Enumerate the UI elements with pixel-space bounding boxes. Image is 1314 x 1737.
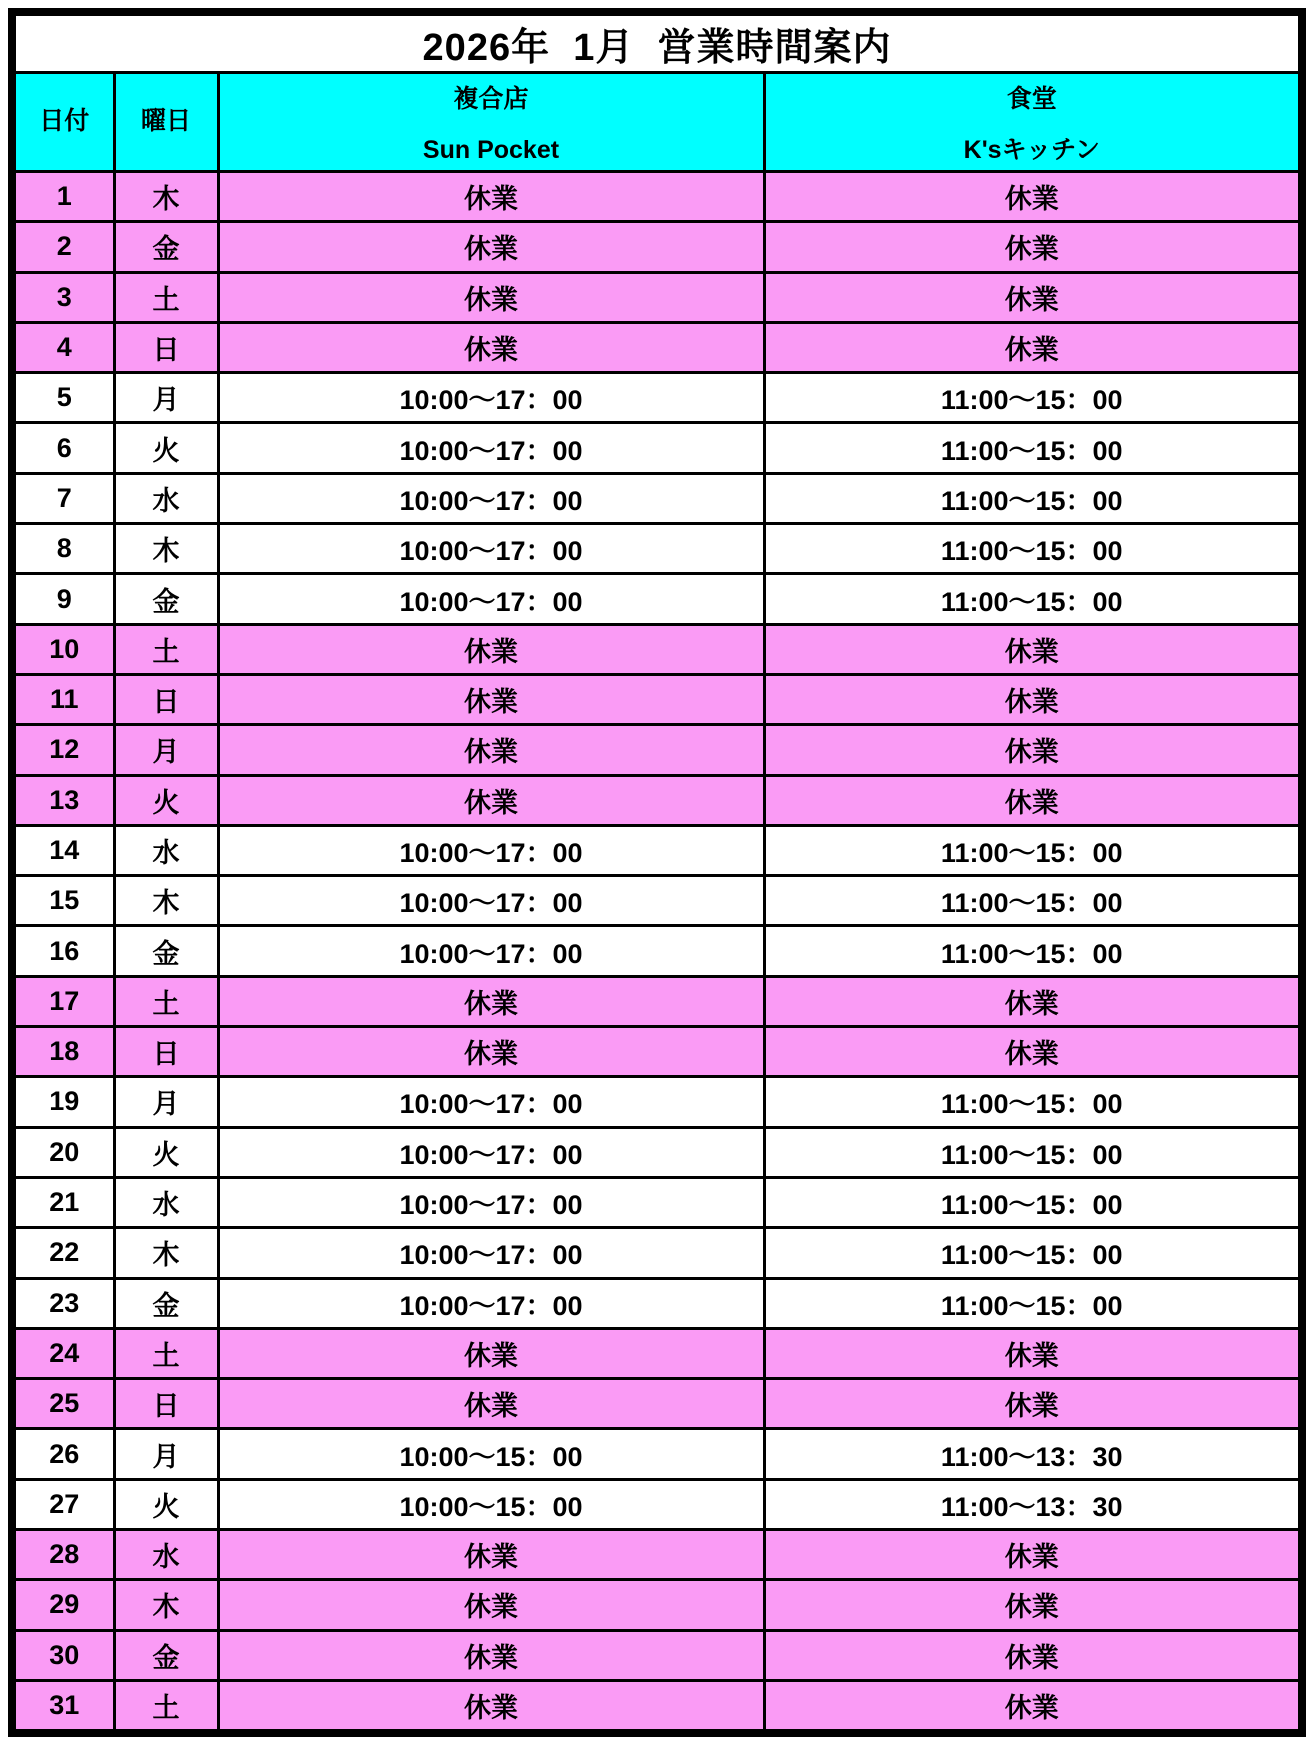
title-row <box>12 12 1302 73</box>
date-cell: 7 <box>12 473 114 523</box>
kitchen-hours-cell: 休業 <box>764 1630 1302 1680</box>
date-cell: 13 <box>12 775 114 825</box>
schedule-row <box>12 1479 1302 1529</box>
date-cell: 23 <box>12 1278 114 1328</box>
date-cell: 27 <box>12 1479 114 1529</box>
date-cell: 10 <box>12 624 114 674</box>
kitchen-hours-cell: 休業 <box>764 1580 1302 1630</box>
day-cell: 日 <box>114 674 218 724</box>
business-hours-table <box>8 8 1306 1737</box>
shop-hours-cell: 10:00～15：00 <box>218 1429 764 1479</box>
day-cell: 水 <box>114 825 218 875</box>
date-cell: 11 <box>12 674 114 724</box>
shop-hours-cell: 10:00～17：00 <box>218 574 764 624</box>
shop-hours-cell: 休業 <box>218 624 764 674</box>
schedule-row <box>12 1530 1302 1580</box>
schedule-row <box>12 1630 1302 1680</box>
schedule-row <box>12 1580 1302 1630</box>
schedule-row <box>12 1077 1302 1127</box>
date-cell: 19 <box>12 1077 114 1127</box>
schedule-row <box>12 423 1302 473</box>
date-cell: 26 <box>12 1429 114 1479</box>
page-title: 2026年 1月 営業時間案内 <box>12 12 1302 73</box>
kitchen-hours-cell: 休業 <box>764 1328 1302 1378</box>
kitchen-hours-cell: 休業 <box>764 775 1302 825</box>
shop-hours-cell: 休業 <box>218 674 764 724</box>
schedule-row <box>12 574 1302 624</box>
day-cell: 水 <box>114 473 218 523</box>
shop-hours-cell: 休業 <box>218 1580 764 1630</box>
date-cell: 3 <box>12 272 114 322</box>
kitchen-hours-cell: 休業 <box>764 222 1302 272</box>
shop-hours-cell: 10:00～17：00 <box>218 473 764 523</box>
shop-hours-cell: 休業 <box>218 1680 764 1733</box>
kitchen-hours-cell: 11:00～15：00 <box>764 373 1302 423</box>
kitchen-hours-cell: 11:00～15：00 <box>764 423 1302 473</box>
schedule-row <box>12 876 1302 926</box>
kitchen-hours-cell: 11:00～15：00 <box>764 524 1302 574</box>
shop-hours-cell: 10:00～17：00 <box>218 1127 764 1177</box>
shop-hours-cell: 10:00～17：00 <box>218 1077 764 1127</box>
day-cell: 日 <box>114 322 218 372</box>
date-cell: 1 <box>12 172 114 222</box>
kitchen-hours-cell: 休業 <box>764 674 1302 724</box>
kitchen-hours-cell: 休業 <box>764 172 1302 222</box>
kitchen-hours-cell: 11:00～15：00 <box>764 1177 1302 1227</box>
schedule-row <box>12 624 1302 674</box>
kitchen-hours-cell: 11:00～13：30 <box>764 1429 1302 1479</box>
day-cell: 金 <box>114 1630 218 1680</box>
schedule-row <box>12 976 1302 1026</box>
kitchen-hours-cell: 11:00～15：00 <box>764 1228 1302 1278</box>
shop-hours-cell: 休業 <box>218 1379 764 1429</box>
date-cell: 24 <box>12 1328 114 1378</box>
kitchen-hours-cell: 11:00～15：00 <box>764 1278 1302 1328</box>
kitchen-hours-cell: 休業 <box>764 272 1302 322</box>
day-cell: 土 <box>114 1328 218 1378</box>
date-cell: 20 <box>12 1127 114 1177</box>
schedule-row <box>12 272 1302 322</box>
date-cell: 12 <box>12 725 114 775</box>
kitchen-hours-cell: 11:00～15：00 <box>764 825 1302 875</box>
date-cell: 16 <box>12 926 114 976</box>
shop-name-label: Sun Pocket <box>422 135 560 164</box>
schedule-row <box>12 1429 1302 1479</box>
shop-type-label: 複合店 <box>453 85 529 113</box>
shop-hours-cell: 休業 <box>218 1530 764 1580</box>
day-cell: 火 <box>114 1479 218 1529</box>
header-day-column: 曜日 <box>114 73 218 172</box>
day-cell: 土 <box>114 624 218 674</box>
day-cell: 金 <box>114 222 218 272</box>
shop-hours-cell: 10:00～17：00 <box>218 1177 764 1227</box>
shop-hours-cell: 休業 <box>218 976 764 1026</box>
kitchen-hours-cell: 休業 <box>764 1680 1302 1733</box>
date-cell: 18 <box>12 1027 114 1077</box>
day-cell: 土 <box>114 976 218 1026</box>
day-cell: 月 <box>114 1077 218 1127</box>
schedule-row <box>12 1177 1302 1227</box>
day-cell: 木 <box>114 524 218 574</box>
date-cell: 2 <box>12 222 114 272</box>
kitchen-hours-cell: 休業 <box>764 976 1302 1026</box>
shop-hours-cell: 10:00～17：00 <box>218 876 764 926</box>
schedule-row <box>12 373 1302 423</box>
kitchen-hours-cell: 休業 <box>764 624 1302 674</box>
day-cell: 土 <box>114 1680 218 1733</box>
kitchen-hours-cell: 11:00～13：30 <box>764 1479 1302 1529</box>
date-cell: 17 <box>12 976 114 1026</box>
kitchen-hours-cell: 休業 <box>764 1530 1302 1580</box>
day-cell: 土 <box>114 272 218 322</box>
date-cell: 4 <box>12 322 114 372</box>
shop-hours-cell: 10:00～17：00 <box>218 926 764 976</box>
shop-hours-cell: 休業 <box>218 1328 764 1378</box>
day-cell: 火 <box>114 1127 218 1177</box>
header-shop-column <box>218 73 764 172</box>
schedule-row <box>12 1680 1302 1733</box>
shop-hours-cell: 10:00～17：00 <box>218 825 764 875</box>
schedule-row <box>12 926 1302 976</box>
shop-hours-cell: 休業 <box>218 1630 764 1680</box>
shop-hours-cell: 10:00～17：00 <box>218 1278 764 1328</box>
schedule-row <box>12 524 1302 574</box>
date-cell: 25 <box>12 1379 114 1429</box>
date-cell: 6 <box>12 423 114 473</box>
date-cell: 22 <box>12 1228 114 1278</box>
shop-hours-cell: 休業 <box>218 775 764 825</box>
date-cell: 28 <box>12 1530 114 1580</box>
kitchen-name-label: K'sキッチン <box>963 135 1100 164</box>
shop-hours-cell: 10:00～17：00 <box>218 524 764 574</box>
day-cell: 金 <box>114 574 218 624</box>
kitchen-hours-cell: 11:00～15：00 <box>764 1127 1302 1177</box>
date-cell: 30 <box>12 1630 114 1680</box>
day-cell: 月 <box>114 1429 218 1479</box>
schedule-row <box>12 473 1302 523</box>
kitchen-type-label: 食堂 <box>1006 85 1057 113</box>
date-cell: 21 <box>12 1177 114 1227</box>
shop-hours-cell: 10:00～17：00 <box>218 373 764 423</box>
schedule-row <box>12 322 1302 372</box>
schedule-row <box>12 1127 1302 1177</box>
kitchen-hours-cell: 11:00～15：00 <box>764 1077 1302 1127</box>
schedule-row <box>12 775 1302 825</box>
day-cell: 水 <box>114 1177 218 1227</box>
schedule-row <box>12 674 1302 724</box>
shop-hours-cell: 休業 <box>218 272 764 322</box>
shop-hours-cell: 休業 <box>218 222 764 272</box>
shop-hours-cell: 休業 <box>218 322 764 372</box>
date-cell: 15 <box>12 876 114 926</box>
schedule-row <box>12 1379 1302 1429</box>
day-cell: 火 <box>114 423 218 473</box>
day-cell: 金 <box>114 1278 218 1328</box>
shop-hours-cell: 10:00～15：00 <box>218 1479 764 1529</box>
schedule-row <box>12 1278 1302 1328</box>
day-cell: 日 <box>114 1379 218 1429</box>
shop-hours-cell: 10:00～17：00 <box>218 423 764 473</box>
header-date-column: 日付 <box>12 73 114 172</box>
kitchen-hours-cell: 11:00～15：00 <box>764 473 1302 523</box>
day-cell: 木 <box>114 172 218 222</box>
table-header-row <box>12 73 1302 172</box>
schedule-row <box>12 1027 1302 1077</box>
shop-hours-cell: 休業 <box>218 725 764 775</box>
schedule-row <box>12 725 1302 775</box>
date-cell: 5 <box>12 373 114 423</box>
day-cell: 月 <box>114 373 218 423</box>
header-kitchen-column <box>764 73 1302 172</box>
day-cell: 木 <box>114 1228 218 1278</box>
date-cell: 9 <box>12 574 114 624</box>
kitchen-hours-cell: 11:00～15：00 <box>764 876 1302 926</box>
day-cell: 水 <box>114 1530 218 1580</box>
day-cell: 月 <box>114 725 218 775</box>
schedule-row <box>12 1328 1302 1378</box>
day-cell: 木 <box>114 1580 218 1630</box>
date-cell: 8 <box>12 524 114 574</box>
date-cell: 29 <box>12 1580 114 1630</box>
date-cell: 14 <box>12 825 114 875</box>
kitchen-hours-cell: 休業 <box>764 1027 1302 1077</box>
kitchen-hours-cell: 休業 <box>764 725 1302 775</box>
shop-hours-cell: 休業 <box>218 1027 764 1077</box>
schedule-row <box>12 172 1302 222</box>
kitchen-hours-cell: 11:00～15：00 <box>764 574 1302 624</box>
kitchen-hours-cell: 11:00～15：00 <box>764 926 1302 976</box>
schedule-row <box>12 1228 1302 1278</box>
day-cell: 金 <box>114 926 218 976</box>
schedule-row <box>12 222 1302 272</box>
day-cell: 木 <box>114 876 218 926</box>
date-cell: 31 <box>12 1680 114 1733</box>
day-cell: 火 <box>114 775 218 825</box>
shop-hours-cell: 10:00～17：00 <box>218 1228 764 1278</box>
schedule-row <box>12 825 1302 875</box>
kitchen-hours-cell: 休業 <box>764 1379 1302 1429</box>
kitchen-hours-cell: 休業 <box>764 322 1302 372</box>
day-cell: 日 <box>114 1027 218 1077</box>
shop-hours-cell: 休業 <box>218 172 764 222</box>
